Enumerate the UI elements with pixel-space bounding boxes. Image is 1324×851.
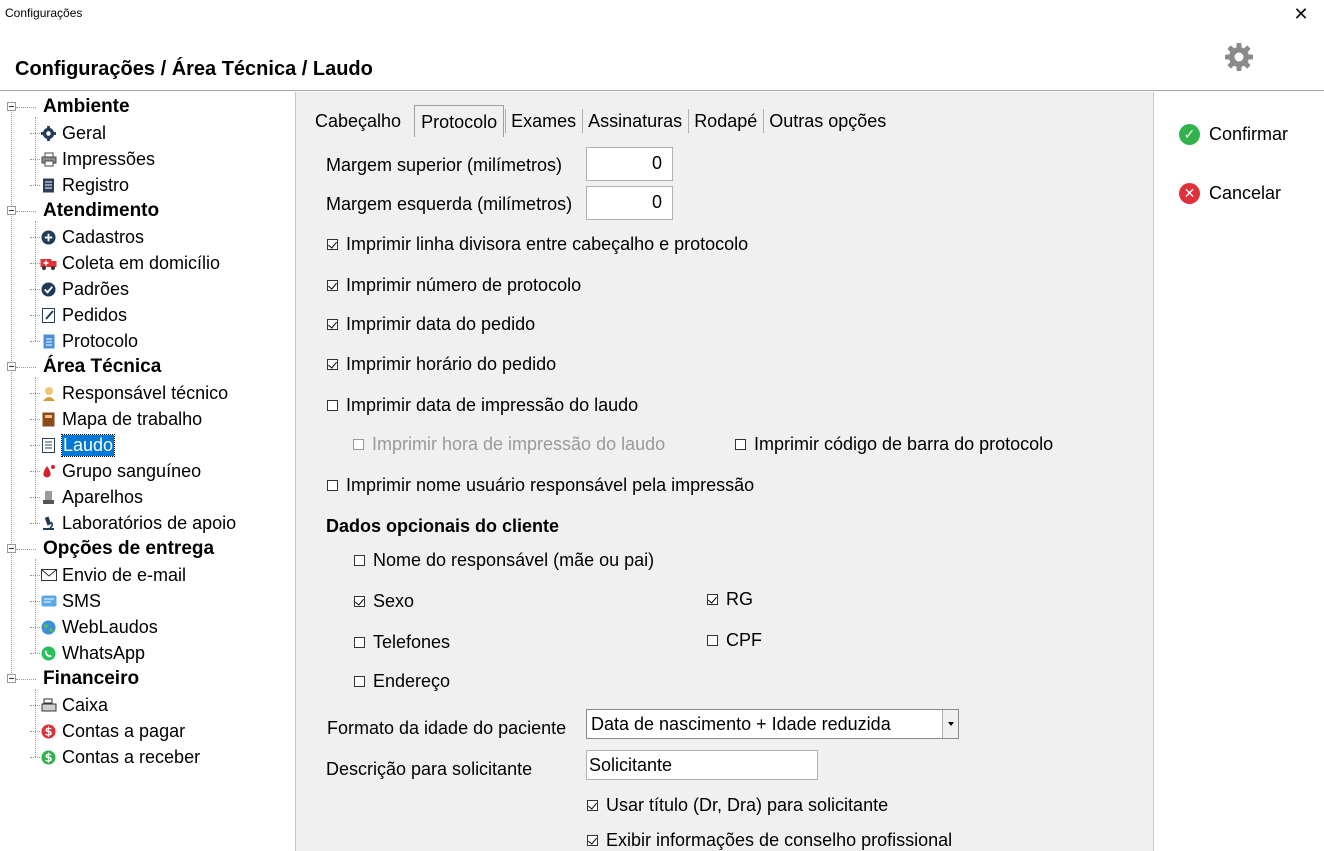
margem-superior-label: Margem superior (milímetros) xyxy=(326,155,563,175)
sidebar-item-label: Mapa de trabalho xyxy=(62,408,203,429)
checkbox-label: Usar título (Dr, Dra) para solicitante xyxy=(606,795,889,815)
sidebar-item-label: Registro xyxy=(62,174,130,195)
checkbox-box[interactable] xyxy=(587,835,598,846)
sidebar-item-label: Aparelhos xyxy=(62,486,144,507)
checkbox-label: Imprimir hora de impressão do laudo xyxy=(372,434,666,454)
linha-divisora-checkbox[interactable] xyxy=(327,234,748,255)
formato-idade-select[interactable] xyxy=(586,709,959,739)
checkbox-box[interactable] xyxy=(327,280,338,291)
sidebar-item-coleta[interactable] xyxy=(40,250,220,276)
tab-protocolo[interactable]: Protocolo xyxy=(414,105,504,137)
confirm-button[interactable] xyxy=(1179,124,1288,145)
tab-outras-opcoes[interactable]: Outras opções xyxy=(763,105,892,137)
sidebar-item-responsavel-tecnico[interactable] xyxy=(40,380,228,406)
tree-line xyxy=(30,575,40,576)
window-title: Configurações xyxy=(5,6,83,20)
descricao-solicitante-input[interactable]: Solicitante xyxy=(586,750,818,780)
tree-line xyxy=(30,315,40,316)
expander-ambiente[interactable] xyxy=(7,102,16,111)
sidebar-item-impressoes[interactable] xyxy=(40,146,155,172)
dollar-green-icon xyxy=(40,749,57,766)
tree-line xyxy=(30,757,40,758)
margem-esquerda-input[interactable]: 0 xyxy=(586,186,673,220)
checkbox-box[interactable] xyxy=(327,480,338,491)
tree-line xyxy=(16,367,36,368)
actions-panel xyxy=(1155,92,1324,851)
tree-line xyxy=(30,445,40,446)
checkbox-box[interactable] xyxy=(327,319,338,330)
sidebar-item-aparelhos[interactable] xyxy=(40,484,143,510)
telefones-checkbox[interactable] xyxy=(354,632,450,653)
check-icon: ✓ xyxy=(1179,124,1200,145)
tree-line xyxy=(30,341,40,342)
sidebar-item-label: Geral xyxy=(62,122,107,143)
sidebar-item-geral[interactable] xyxy=(40,120,106,146)
formato-idade-label: Formato da idade do paciente xyxy=(327,718,567,738)
sidebar-item-padroes[interactable] xyxy=(40,276,129,302)
cancel-x-icon: ✕ xyxy=(1179,183,1200,204)
checkbox-label: Endereço xyxy=(373,671,451,691)
checkbox-label: Imprimir data do pedido xyxy=(346,314,536,334)
cpf-checkbox[interactable] xyxy=(707,630,762,651)
close-button[interactable] xyxy=(1278,0,1324,30)
checkbox-label: Imprimir nome usuário responsável pela impressão xyxy=(346,475,755,495)
globe-icon xyxy=(40,619,57,636)
page-header xyxy=(0,30,1324,91)
sidebar-item-sms[interactable] xyxy=(40,588,101,614)
cancel-label: Cancelar xyxy=(1209,183,1282,203)
data-impressao-checkbox[interactable] xyxy=(327,395,638,416)
tree-line xyxy=(30,627,40,628)
sidebar-item-cadastros[interactable] xyxy=(40,224,144,250)
expander-area-tecnica[interactable] xyxy=(7,362,16,371)
sidebar-item-envio-email[interactable] xyxy=(40,562,186,588)
tree-line xyxy=(35,117,36,185)
device-icon xyxy=(40,489,57,506)
group-atendimento[interactable]: Atendimento xyxy=(43,200,160,221)
microscope-icon xyxy=(40,515,57,532)
tree-line xyxy=(30,653,40,654)
person-icon xyxy=(40,385,57,402)
tree-line xyxy=(11,107,12,679)
settings-content xyxy=(303,92,1154,851)
sidebar-item-contas-receber[interactable] xyxy=(40,744,200,770)
checkbox-box[interactable] xyxy=(354,676,365,687)
sexo-checkbox[interactable] xyxy=(354,591,414,612)
sidebar-item-label: Contas a pagar xyxy=(62,720,186,741)
report-icon xyxy=(40,437,57,454)
tree-line xyxy=(30,497,40,498)
sidebar-item-label: Grupo sanguíneo xyxy=(62,460,202,481)
sidebar-item-grupo-sanguineo[interactable] xyxy=(40,458,201,484)
sidebar-item-mapa-trabalho[interactable] xyxy=(40,406,202,432)
group-financeiro[interactable]: Financeiro xyxy=(43,668,140,689)
expander-financeiro[interactable] xyxy=(7,674,16,683)
sidebar-item-label: Envio de e-mail xyxy=(62,564,187,585)
checkbox-label: Imprimir código de barra do protocolo xyxy=(754,434,1054,454)
confirm-label: Confirmar xyxy=(1209,124,1289,144)
sidebar-item-registro[interactable] xyxy=(40,172,129,198)
checkbox-label: Imprimir horário do pedido xyxy=(346,354,557,374)
checkbox-box[interactable] xyxy=(735,439,746,450)
sidebar-item-label: Protocolo xyxy=(62,330,139,351)
checkbox-box[interactable] xyxy=(354,596,365,607)
sidebar-item-protocolo[interactable] xyxy=(40,328,138,354)
tab-bar xyxy=(309,105,892,139)
document-icon xyxy=(40,177,57,194)
expander-opcoes-entrega[interactable] xyxy=(7,544,16,553)
tree-line xyxy=(30,159,40,160)
blood-drop-icon xyxy=(40,463,57,480)
email-icon xyxy=(40,567,57,584)
tab-exames[interactable]: Exames xyxy=(505,105,582,137)
printer-icon xyxy=(40,151,57,168)
group-opcoes-entrega[interactable]: Opções de entrega xyxy=(43,538,215,559)
nome-usuario-checkbox[interactable] xyxy=(327,475,754,496)
file-icon xyxy=(40,333,57,350)
checkbox-box[interactable] xyxy=(327,400,338,411)
tree-line xyxy=(35,559,36,653)
dados-opcionais-heading: Dados opcionais do cliente xyxy=(326,516,560,536)
tree-line xyxy=(30,237,40,238)
checkbox-box[interactable] xyxy=(587,800,598,811)
tree-line xyxy=(30,263,40,264)
sidebar-splitter[interactable] xyxy=(296,92,303,851)
edit-icon xyxy=(40,307,57,324)
checkbox-label: Nome do responsável (mãe ou pai) xyxy=(373,550,655,570)
tab-assinaturas[interactable]: Assinaturas xyxy=(582,105,688,137)
checkbox-box[interactable] xyxy=(354,637,365,648)
tree-line xyxy=(30,471,40,472)
close-icon: ✕ xyxy=(1293,4,1309,24)
tree-line xyxy=(16,679,36,680)
checkbox-label: Exibir informações de conselho profissional xyxy=(606,830,953,850)
sidebar-item-caixa[interactable] xyxy=(40,692,108,718)
tree-line xyxy=(30,731,40,732)
tree-line xyxy=(30,705,40,706)
tab-cabecalho[interactable]: Cabeçalho xyxy=(315,111,402,131)
sidebar-item-label: Impressões xyxy=(62,148,156,169)
horario-pedido-checkbox[interactable] xyxy=(327,354,556,375)
sidebar-item-weblaudos[interactable] xyxy=(40,614,158,640)
sidebar-item-label: SMS xyxy=(62,590,102,611)
sidebar-item-label: Laboratórios de apoio xyxy=(62,512,237,533)
sidebar-item-label: WhatsApp xyxy=(62,642,146,663)
sms-icon xyxy=(40,593,57,610)
svg-text:$: $ xyxy=(44,751,53,765)
title-bar xyxy=(0,0,1324,30)
book-icon xyxy=(40,411,57,428)
check-circle-icon xyxy=(40,281,57,298)
checkbox-box[interactable] xyxy=(327,359,338,370)
checkbox-box[interactable] xyxy=(327,239,338,250)
group-area-tecnica[interactable]: Área Técnica xyxy=(43,356,162,377)
tree-line xyxy=(30,419,40,420)
checkbox-label: Sexo xyxy=(373,591,415,611)
tree-line xyxy=(30,185,40,186)
sidebar-item-whatsapp[interactable] xyxy=(40,640,145,666)
tree-line xyxy=(30,393,40,394)
plus-circle-icon xyxy=(40,229,57,246)
settings-gear-icon[interactable] xyxy=(1222,40,1256,74)
checkbox-label: Imprimir data de impressão do laudo xyxy=(346,395,639,415)
sidebar-item-label: WebLaudos xyxy=(62,616,158,637)
cancel-button[interactable] xyxy=(1179,183,1281,204)
sidebar-item-label: Padrões xyxy=(62,278,130,299)
tree-line xyxy=(30,523,40,524)
exibir-conselho-checkbox[interactable] xyxy=(587,830,952,851)
checkbox-label: Telefones xyxy=(373,632,451,652)
sidebar-item-laboratorios-apoio[interactable] xyxy=(40,510,236,536)
chevron-down-icon[interactable] xyxy=(942,710,958,738)
sidebar-item-pedidos[interactable] xyxy=(40,302,127,328)
sidebar-item-laudo[interactable] xyxy=(40,432,114,458)
svg-text:$: $ xyxy=(44,725,53,739)
group-ambiente[interactable]: Ambiente xyxy=(43,96,130,117)
tree-line xyxy=(16,107,36,108)
usar-titulo-checkbox[interactable] xyxy=(587,795,888,816)
sidebar-item-label: Caixa xyxy=(62,694,109,715)
sidebar-item-label: Cadastros xyxy=(62,226,145,247)
settings-tree xyxy=(0,92,296,851)
expander-atendimento[interactable] xyxy=(7,206,16,215)
tab-rodape[interactable]: Rodapé xyxy=(688,105,763,137)
codigo-barra-checkbox[interactable] xyxy=(735,434,1053,455)
whatsapp-icon xyxy=(40,645,57,662)
checkbox-box[interactable] xyxy=(707,594,718,605)
sidebar-item-label: Responsável técnico xyxy=(62,382,229,403)
gear-icon xyxy=(40,125,57,142)
margem-superior-input[interactable]: 0 xyxy=(586,147,673,181)
sidebar-item-label: Pedidos xyxy=(62,304,128,325)
margem-esquerda-label: Margem esquerda (milímetros) xyxy=(326,194,573,214)
sidebar-item-label: Contas a receber xyxy=(62,746,201,767)
cash-register-icon xyxy=(40,697,57,714)
dollar-red-icon xyxy=(40,723,57,740)
descricao-solicitante-label: Descrição para solicitante xyxy=(326,759,533,779)
data-pedido-checkbox[interactable] xyxy=(327,314,535,335)
page-title: Configurações / Área Técnica / Laudo xyxy=(15,58,373,80)
checkbox-box[interactable] xyxy=(707,635,718,646)
tree-line xyxy=(30,289,40,290)
tree-line xyxy=(35,377,36,523)
endereco-checkbox[interactable] xyxy=(354,671,450,692)
ambulance-icon xyxy=(40,255,57,272)
select-value: Data de nascimento + Idade reduzida xyxy=(591,714,891,734)
sidebar-item-label: Laudo xyxy=(63,434,114,455)
checkbox-box[interactable] xyxy=(354,555,365,566)
tree-line xyxy=(16,211,36,212)
checkbox-label: CPF xyxy=(726,630,762,650)
tree-line xyxy=(35,221,36,341)
checkbox-label: Imprimir número de protocolo xyxy=(346,275,582,295)
hora-impressao-checkbox xyxy=(353,434,665,455)
checkbox-box xyxy=(353,439,364,450)
tree-line xyxy=(30,133,40,134)
nome-responsavel-checkbox[interactable] xyxy=(354,550,654,571)
tree-line xyxy=(30,601,40,602)
tree-line xyxy=(35,689,36,757)
numero-protocolo-checkbox[interactable] xyxy=(327,275,581,296)
sidebar-item-label: Coleta em domicílio xyxy=(62,252,221,273)
tree-line xyxy=(16,549,36,550)
sidebar-item-contas-pagar[interactable] xyxy=(40,718,185,744)
checkbox-label: Imprimir linha divisora entre cabeçalho e protocolo xyxy=(346,234,749,254)
rg-checkbox[interactable] xyxy=(707,589,753,610)
checkbox-label: RG xyxy=(726,589,753,609)
